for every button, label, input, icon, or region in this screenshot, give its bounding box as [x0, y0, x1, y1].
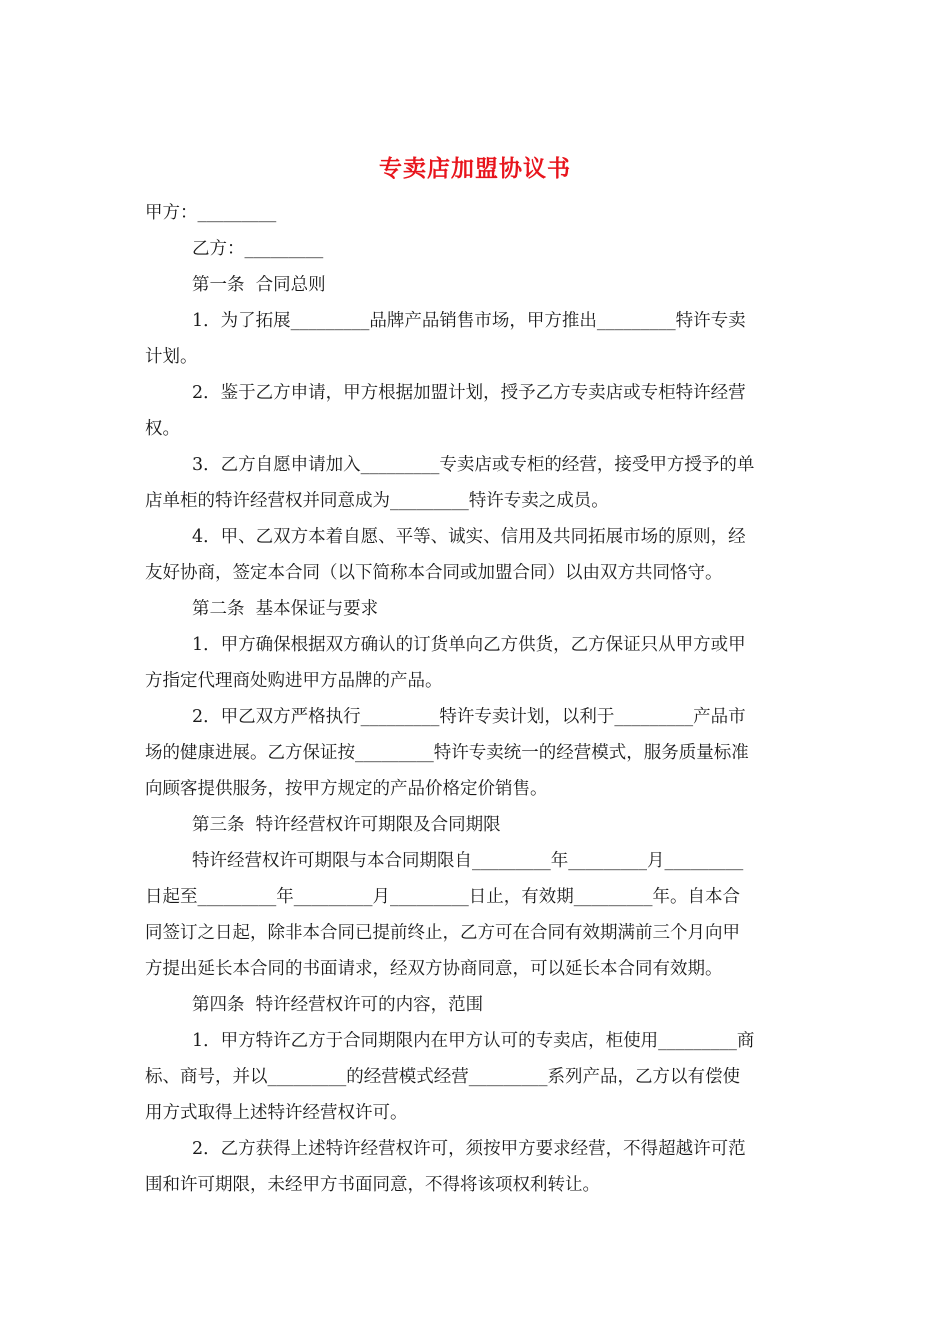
- text-line: 权。: [145, 419, 180, 439]
- text-line: 日起至_________年_________月_________日止，有效期_________年。自本合: [145, 887, 740, 907]
- text-line: 围和许可期限，未经甲方书面同意，不得将该项权利转让。: [145, 1175, 600, 1195]
- text-line: 2．鉴于乙方申请，甲方根据加盟计划，授予乙方专卖店或专柜特许经营: [192, 383, 746, 403]
- text-line: 乙方：_________: [192, 239, 324, 259]
- text-line: 第二条 基本保证与要求: [192, 599, 379, 619]
- text-line: 1．甲方确保根据双方确认的订货单向乙方供货，乙方保证只从甲方或甲: [192, 635, 746, 655]
- text-line: 场的健康进展。乙方保证按_________特许专卖统一的经营模式，服务质量标准: [145, 743, 749, 763]
- text-line: 1．甲方特许乙方于合同期限内在甲方认可的专卖店，柜使用_________商: [192, 1031, 755, 1051]
- document-body: [145, 195, 805, 1203]
- text-line: 向顾客提供服务，按甲方规定的产品价格定价销售。: [145, 779, 548, 799]
- text-line: 第三条 特许经营权许可期限及合同期限: [192, 815, 501, 835]
- text-line: 特许经营权许可期限与本合同期限自_________年_________月_________: [192, 851, 744, 871]
- text-line: 标、商号，并以_________的经营模式经营_________系列产品，乙方以有偿使: [145, 1067, 740, 1087]
- text-line: 4．甲、乙双方本着自愿、平等、诚实、信用及共同拓展市场的原则，经: [192, 527, 746, 547]
- text-line: 2．甲乙双方严格执行_________特许专卖计划，以利于_________产品市: [192, 707, 746, 727]
- text-line: 3．乙方自愿申请加入_________专卖店或专柜的经营，接受甲方授予的单: [192, 455, 755, 475]
- text-line: 店单柜的特许经营权并同意成为_________特许专卖之成员。: [145, 491, 609, 511]
- text-line: 友好协商，签定本合同（以下简称本合同或加盟合同）以由双方共同恪守。: [145, 563, 723, 583]
- text-line: 计划。: [145, 347, 198, 367]
- text-line: 方提出延长本合同的书面请求，经双方协商同意，可以延长本合同有效期。: [145, 959, 723, 979]
- text-line: 1．为了拓展_________品牌产品销售市场，甲方推出_________特许专卖: [192, 311, 746, 331]
- text-line: 第四条 特许经营权许可的内容，范围: [192, 995, 484, 1015]
- text-line: 方指定代理商处购进甲方品牌的产品。: [145, 671, 443, 691]
- document-title: 专卖店加盟协议书: [379, 156, 571, 182]
- text-line: 用方式取得上述特许经营权许可。: [145, 1103, 408, 1123]
- text-line: 2．乙方获得上述特许经营权许可，须按甲方要求经营，不得超越许可范: [192, 1139, 746, 1159]
- text-line: 第一条 合同总则: [192, 275, 326, 295]
- text-line: 甲方：_________: [145, 203, 277, 223]
- text-line: 同签订之日起，除非本合同已提前终止，乙方可在合同有效期满前三个月向甲: [145, 923, 740, 943]
